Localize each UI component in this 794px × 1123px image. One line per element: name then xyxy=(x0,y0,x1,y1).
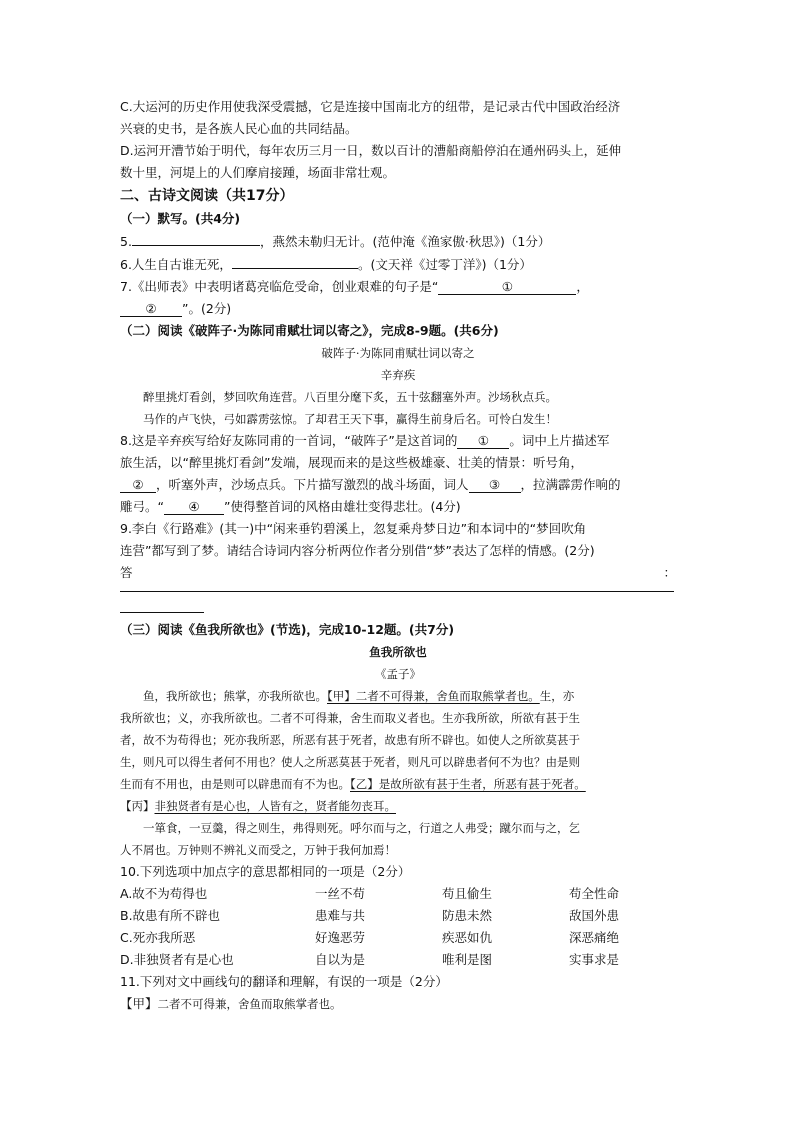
q5-answer-blank[interactable] xyxy=(132,230,260,246)
q8-blank-1[interactable]: ① xyxy=(457,433,509,449)
essay-1a: 鱼，我所欲也；熊掌，亦我所欲也。 xyxy=(143,689,327,703)
exam-page xyxy=(120,96,676,1015)
question-9-line2: 连营”都写到了梦。请结合诗词内容分析两位作者分别借“梦”表达了怎样的情感。(2分) xyxy=(120,543,595,558)
q6-text-a: 6.人生自古谁无死， xyxy=(120,257,232,272)
question-7-line1 xyxy=(120,276,676,298)
part1-title: （一）默写。(共4分) xyxy=(120,211,241,226)
poem-line-2: 马作的卢飞快，弓如霹雳弦惊。了却君王天下事，赢得生前身后名。可怜白发生！ xyxy=(143,412,557,426)
q6-text-b: 。(文天祥《过零丁洋》)（1分） xyxy=(357,257,532,272)
q8-text-g: 雕弓。“ xyxy=(120,499,164,514)
q10-a-word-2: 苟且偷生 xyxy=(442,886,493,901)
q10-d-word-1: 自以为是 xyxy=(315,952,366,967)
section2-title: 二、古诗文阅读（共17分） xyxy=(120,188,294,204)
q10-option-C[interactable] xyxy=(120,927,676,949)
q10-a-word-3: 苟全性命 xyxy=(569,886,620,901)
essay-jia-sentence: 【甲】二者不可得兼，舍鱼而取熊掌者也。 xyxy=(327,689,540,703)
poem-author: 辛弃疾 xyxy=(380,368,416,382)
question-5 xyxy=(120,230,676,253)
q10-a-main: A.故不为苟得也 xyxy=(120,886,208,901)
question-9-line1: 9.李白《行路难》(其一)中“闲来垂钓碧溪上，忽复乘舟梦日边”和本词中的“梦回吹角 xyxy=(120,521,587,536)
q9-answer-row xyxy=(120,562,676,584)
essay-yi-sentence: 【乙】是故所欲有甚于生者，所恶有甚于死者。 xyxy=(350,777,586,791)
q5-text: ，燕然未勒归无计。(范仲淹《渔家傲·秋思》)（1分） xyxy=(259,234,551,249)
question-8-line4 xyxy=(120,496,676,518)
q10-b-word-3: 敌国外患 xyxy=(569,908,620,923)
q8-text-f: ，拉满霹雳作响的 xyxy=(520,477,621,492)
question-7-line2 xyxy=(120,298,676,320)
q6-answer-blank[interactable] xyxy=(232,253,358,269)
essay-bing-sentence: 非独贤者有是心也，人皆有之，贤者能勿丧耳。 xyxy=(154,799,396,813)
q7-blank-1[interactable]: ① xyxy=(438,279,576,295)
essay-line-2: 我所欲也；义，亦我所欲也。二者不可得兼，舍生而取义者也。生亦我所欲，所欲有甚于生 xyxy=(120,711,580,725)
q7-text-a: 7.《出师表》中表明诸葛亮临危受命，创业艰难的句子是“ xyxy=(120,279,439,294)
q10-c-word-1: 好逸恶劳 xyxy=(315,930,366,945)
q10-option-A[interactable] xyxy=(120,883,676,905)
q11-jia-text: 二者不可得兼，舍鱼而取熊掌者也。 xyxy=(157,997,342,1011)
q10-d-word-2: 唯利是图 xyxy=(442,952,493,967)
essay-line-7: 一箪食，一豆羹，得之则生，弗得则死。呼尔而与之，行道之人弗受；蹴尔而与之，乞 xyxy=(143,821,580,835)
q7-text-b: ”。(2分) xyxy=(182,301,232,316)
question-8-line3 xyxy=(120,474,676,496)
q10-b-word-1: 患难与共 xyxy=(315,908,366,923)
part2-title: （二）阅读《破阵子·为陈同甫赋壮词以寄之》，完成8-9题。(共6分) xyxy=(120,323,499,338)
poem-line-1: 醉里挑灯看剑，梦回吹角连营。八百里分麾下炙，五十弦翻塞外声。沙场秋点兵。 xyxy=(143,390,557,404)
q10-c-word-3: 深恶痛绝 xyxy=(569,930,620,945)
question-10: 10.下列选项中加点字的意思都相同的一项是（2分） xyxy=(120,864,411,879)
q9-answer-label: 答 xyxy=(120,565,133,580)
essay-line-1 xyxy=(120,685,676,707)
q10-c-word-2: 疾恶如仇 xyxy=(442,930,493,945)
q11-jia-line xyxy=(120,993,676,1015)
q8-blank-3[interactable]: ③ xyxy=(469,477,521,493)
poem-title: 破阵子·为陈同甫赋壮词以寄之 xyxy=(321,346,475,360)
essay-line-5 xyxy=(120,773,676,795)
q10-d-main: D.非独贤者有是心也 xyxy=(120,952,234,967)
essay-title: 鱼我所欲也 xyxy=(369,645,427,659)
q10-b-word-2: 防患未然 xyxy=(442,908,493,923)
q8-blank-4[interactable]: ④ xyxy=(164,499,224,515)
option-c-line1: C.大运河的历史作用使我深受震撼，它是连接中国南北方的纽带，是记录古代中国政治经济 xyxy=(120,99,621,114)
option-c-line2: 兴衰的史书，是各族人民心血的共同结晶。 xyxy=(120,121,358,136)
q5-number: 5. xyxy=(120,234,132,249)
essay-line-4: 生，则凡可以得生者何不用也？使人之所恶莫甚于死者，则凡可以辟患者何不为也？由是则 xyxy=(120,755,580,769)
essay-line-8: 人不屑也。万钟则不辨礼义而受之，万钟于我何加焉！ xyxy=(120,843,396,857)
q10-a-word-1: 一丝不苟 xyxy=(315,886,366,901)
q10-option-B[interactable] xyxy=(120,905,676,927)
essay-author: 《孟子》 xyxy=(375,667,421,681)
q7-blank-2[interactable]: ② xyxy=(120,301,182,317)
q8-text-h: ”使得整首词的风格由雄壮变得悲壮。(4分) xyxy=(223,499,461,514)
part3-title: （三）阅读《鱼我所欲也》(节选)，完成10-12题。(共7分) xyxy=(120,622,455,637)
option-d-line2: 数十里，河堤上的人们摩肩接踵，场面非常壮观。 xyxy=(120,165,396,180)
option-d-line1: D.运河开漕节始于明代，每年农历三月一日，数以百计的漕船商船停泊在通州码头上，延伸 xyxy=(120,143,622,158)
q7-comma: ， xyxy=(576,279,589,294)
q8-blank-2[interactable]: ② xyxy=(120,477,156,493)
q10-option-D[interactable] xyxy=(120,949,676,971)
q9-answer-colon: ： xyxy=(663,565,676,580)
essay-line-3: 者，故不为苟得也；死亦我所恶，所恶有甚于死者，故患有所不辟也。如使人之所欲莫甚于 xyxy=(120,733,580,747)
q11-jia-label: 【甲】 xyxy=(120,996,158,1011)
q10-c-main: C.死亦我所恶 xyxy=(120,930,196,945)
essay-5a: 生而有不用也，由是则可以辟患而有不为也。 xyxy=(120,777,350,791)
q8-text-a: 8.这是辛弃疾写给好友陈同甫的一首词，“破阵子”是这首词的 xyxy=(120,433,458,448)
question-11: 11.下列对文中画线句的翻译和理解，有误的一项是（2分） xyxy=(120,974,448,989)
question-8-line1 xyxy=(120,430,676,452)
q10-b-main: B.故患有所不辟也 xyxy=(120,908,221,923)
essay-line-6 xyxy=(120,795,676,817)
q8-text-e: ，听塞外声，沙场点兵。下片描写激烈的战斗场面，词人 xyxy=(156,477,469,492)
essay-bing-label: 【丙】 xyxy=(120,799,155,813)
question-6 xyxy=(120,253,676,276)
q8-text-c: 。词中上片描述军 xyxy=(509,433,610,448)
q10-d-word-3: 实事求是 xyxy=(569,952,620,967)
essay-1c: 生，亦 xyxy=(539,689,575,703)
question-8-line2: 旅生活，以“醉里挑灯看剑”发端，展现而来的是这些极雄豪、壮美的情景：听号角， xyxy=(120,455,583,470)
